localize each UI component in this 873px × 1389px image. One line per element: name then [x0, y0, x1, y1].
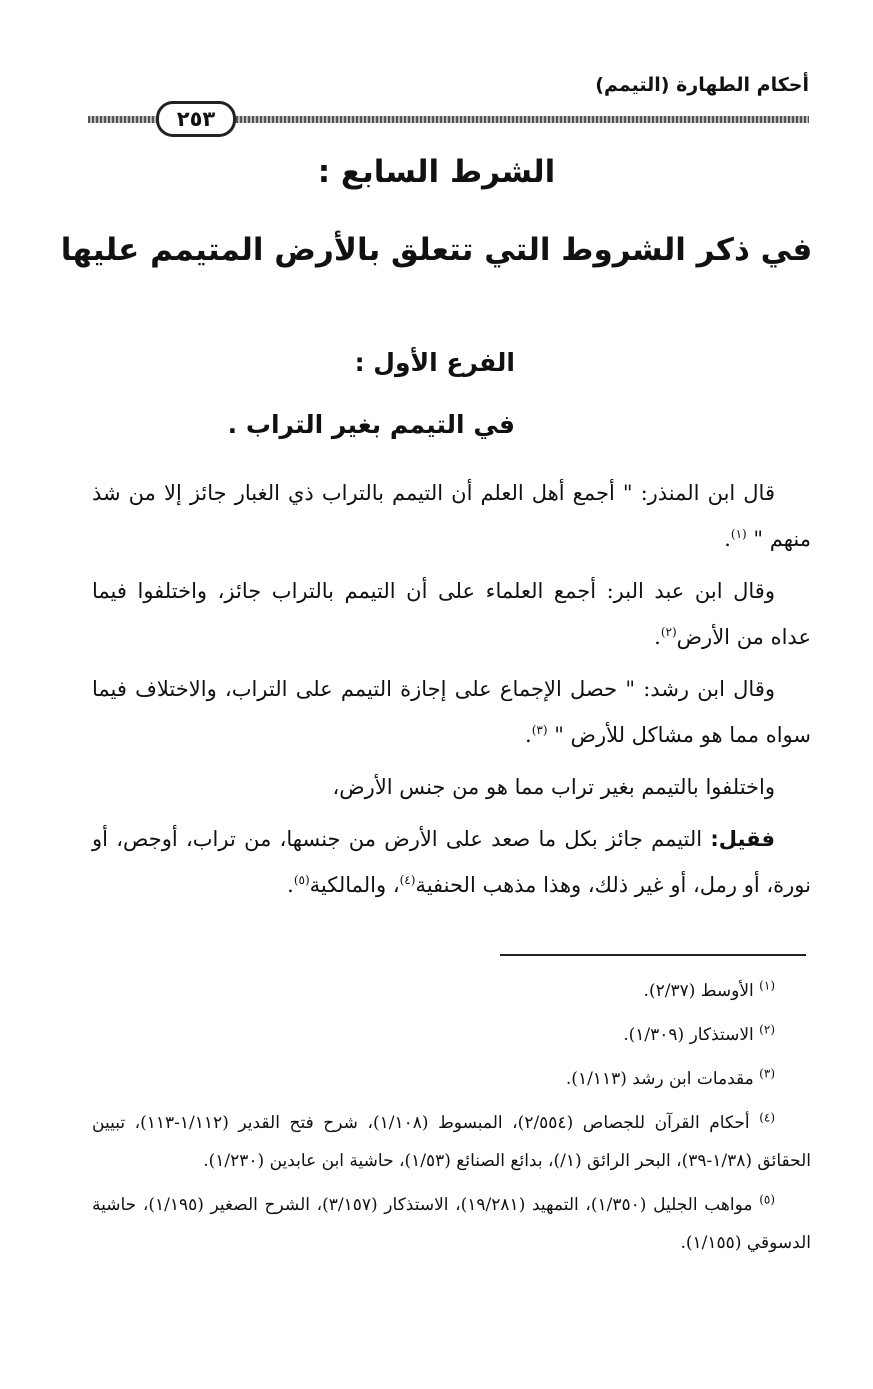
paragraph [92, 666, 811, 758]
branch-heading: الفرع الأول : [354, 348, 515, 377]
paragraph [92, 764, 811, 810]
paragraph-end: . [525, 723, 532, 747]
paragraph-text: قال ابن المنذر: " أجمع أهل العلم أن التيمم بالتراب ذي الغبار جائز إلا من شذ منهم " [92, 481, 811, 551]
footnote-ref: (٣) [531, 723, 548, 737]
paragraph-text: التيمم جائز بكل ما صعد على الأرض من جنسها، من تراب، أوجص، أو نورة، أو رمل، أو غير ذلك، وهذا مذهب الحنفية [92, 827, 811, 897]
footnote [92, 1016, 811, 1054]
page-number: ٢٥٣ [156, 101, 236, 137]
branch-topic-heading: في التيمم بغير التراب . [227, 410, 515, 439]
paragraph-text: واختلفوا بالتيمم بغير تراب مما هو من جنس الأرض، [332, 775, 775, 799]
body-text [92, 470, 811, 914]
running-title: أحكام الطهارة (التيمم) [595, 74, 809, 96]
paragraph-text: وقال ابن رشد: " حصل الإجماع على إجازة التيمم على التراب، والاختلاف فيما سواه مما هو مشاكل للأرض " [92, 677, 811, 747]
footnote [92, 972, 811, 1010]
footnote [92, 1186, 811, 1262]
paragraph [92, 568, 811, 660]
footnote-text: أحكام القرآن للجصاص (٢/٥٥٤)، المبسوط (١/١٠٨)، شرح فتح القدير (١/١١٢-١١٣)، تبيين الحقائق (١/٣٨-٣٩)، البحر الرائق (١/)، بدائع الصنائع (١/٥٣)، حاشية ابن عابدين (١/٢٣٠). [92, 1113, 811, 1171]
footnote-mark: (٢) [759, 1022, 775, 1037]
footnote-mark: (٣) [759, 1066, 775, 1081]
footnote-text: الأوسط (٢/٣٧). [643, 981, 754, 1001]
footnote-text: الاستذكار (١/٣٠٩). [623, 1025, 754, 1045]
footnote-separator [500, 954, 806, 956]
footnote-mark: (٥) [759, 1192, 776, 1207]
footnote-mark: (١) [759, 978, 775, 993]
footnote-mark: (٤) [759, 1110, 776, 1125]
footnote [92, 1060, 811, 1098]
paragraph [92, 470, 811, 562]
footnote [92, 1104, 811, 1180]
footnote-text: مقدمات ابن رشد (١/١١٣). [565, 1069, 754, 1089]
footnote-ref: (٢) [660, 625, 677, 639]
paragraph-text: وقال ابن عبد البر: أجمع العلماء على أن التيمم بالتراب جائز، واختلفوا فيما عداه من الأرض [92, 579, 811, 649]
paragraph-end: . [287, 873, 294, 897]
paragraph [92, 816, 811, 908]
section-heading: الشرط السابع : [317, 154, 556, 190]
footnote-ref: (٤) [399, 873, 416, 887]
paragraph-text: ، والمالكية [309, 873, 400, 897]
topic-heading: في ذكر الشروط التي تتعلق بالأرض المتيمم عليها [60, 232, 813, 268]
paragraph-lead: فقيل: [710, 827, 775, 851]
footnote-text: مواهب الجليل (١/٣٥٠)، التمهيد (١٩/٢٨١)، الاستذكار (٣/١٥٧)، الشرح الصغير (١/١٩٥)، حاشية الدسوقي (١/١٥٥). [92, 1195, 811, 1253]
paragraph-end: . [654, 625, 661, 649]
footnote-ref: (٥) [293, 873, 310, 887]
paragraph-end: . [724, 527, 731, 551]
footnotes [92, 972, 811, 1268]
footnote-ref: (١) [730, 527, 747, 541]
